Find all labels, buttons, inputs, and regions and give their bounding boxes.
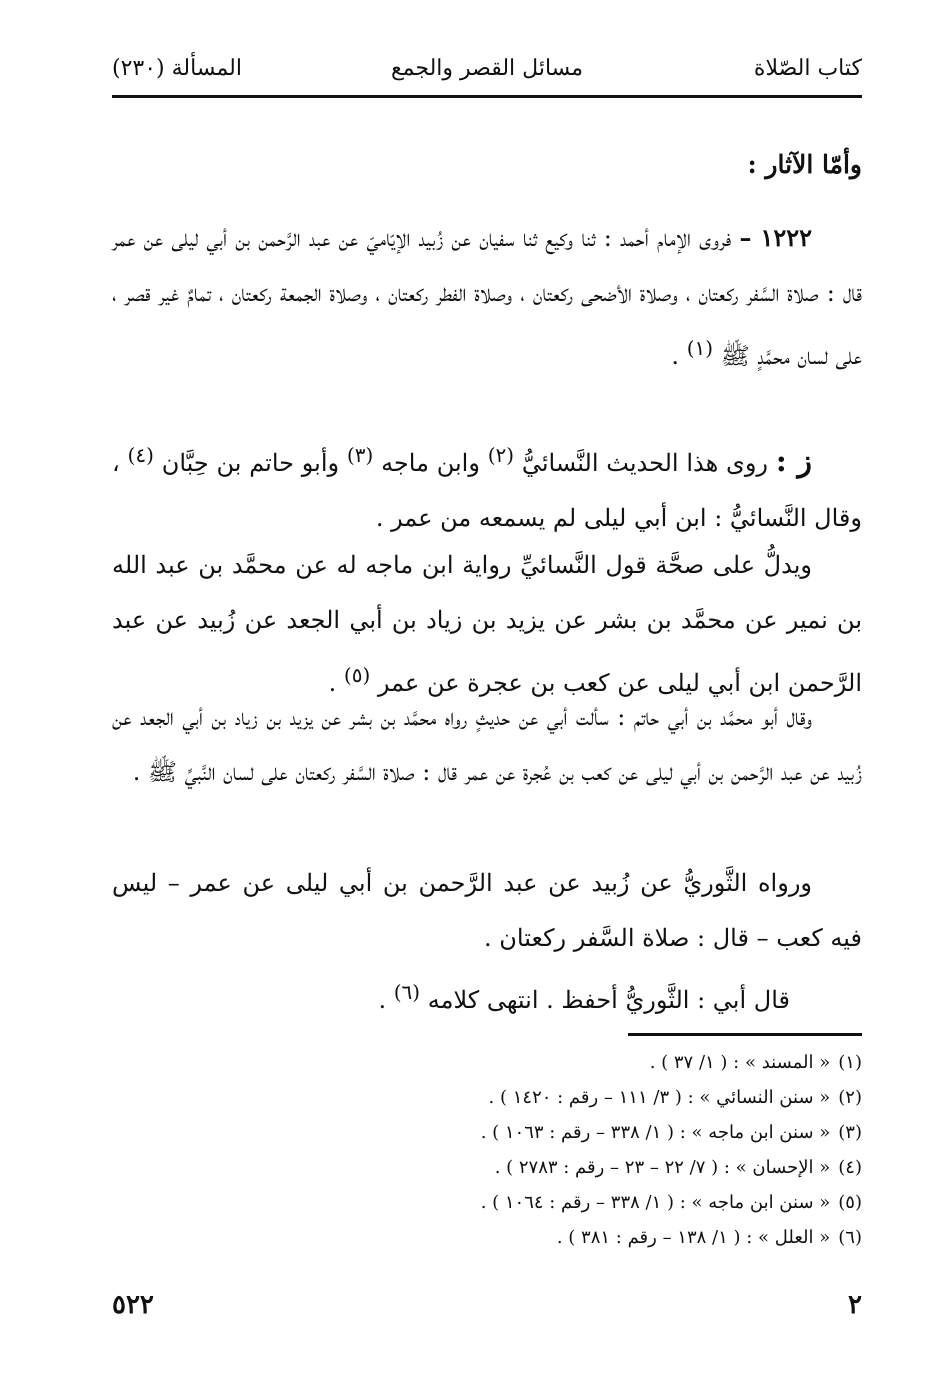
narration-number: ١٢٢٢ –	[739, 223, 812, 252]
paragraph-text: ويدلُّ على صحَّة قول النَّسائيِّ رواية ابن ماجه له عن محمَّد بن عبد الله بن نمير عن محمَّد بن بشر عن يزيد بن زياد بن أبي الجعد عن زُبيد عن عبد الرَّحمن ابن أبي ليلى عن كعب بن عجرة عن عمر	[112, 551, 862, 697]
footnote-number: (١)	[838, 1052, 862, 1073]
footnote-item	[112, 1185, 862, 1220]
issue-label: المسألة (٢٣٠)	[112, 56, 242, 81]
paragraph-narration-1222	[112, 210, 862, 384]
footnote-item	[112, 1150, 862, 1185]
footnote-ref-2[interactable]: (٢)	[487, 443, 515, 467]
footnote-item	[112, 1045, 862, 1080]
footnote-ref-4[interactable]: (٤)	[127, 443, 154, 467]
footnote-text: « سنن النسائي » : ( ٣/ ١١١ – رقم : ١٤٢٠ ) .	[488, 1087, 831, 1108]
footnote-text: « الإحسان » : ( ٧/ ٢٢ – ٢٣ – رقم : ٢٧٨٣ ) .	[494, 1157, 831, 1178]
paragraph-text: قال أبي : الثَّوريُّ أحفظ . انتهى كلامه	[427, 986, 790, 1014]
page-footer	[112, 1290, 862, 1330]
footnote-item	[112, 1115, 862, 1150]
footnote-number: (٥)	[838, 1192, 862, 1213]
paragraph-end: .	[378, 986, 387, 1014]
footnotes-list	[112, 1045, 862, 1255]
running-header	[112, 48, 862, 88]
paragraph-thawri	[112, 856, 862, 966]
paragraph-end: .	[328, 669, 337, 697]
chapter-title: مسائل القصر والجمع	[390, 56, 584, 81]
paragraph-text: روى هذا الحديث النَّسائيُّ	[521, 449, 769, 477]
paragraph-ibn-abi-hatim	[112, 690, 862, 800]
page-number: ٥٢٢	[112, 1290, 154, 1320]
paragraph-text: ، وقال النَّسائيُّ : ابن أبي ليلى لم يسمعه من عمر .	[112, 449, 862, 532]
footnote-text: « المسند » : ( ١/ ٣٧ ) .	[649, 1052, 831, 1073]
footnote-number: (٤)	[838, 1157, 862, 1178]
paragraph-text: فروى الإمام أحمد : ثنا وكيع ثنا سفيان عن زُبيد الإيّاميّ عن عبد الرَّحمن بن أبي ليلى عن عمر قال : صلاة السَّفر ركعتان ، وصلاة الأضحى ركعتان ، وصلاة الفطر ركعتان ، وصلاة الجمعة ركعتان ، تمامٌ غير قصر ، على لسان محمَّدٍ ﷺ	[112, 224, 862, 370]
footnote-text: « سنن ابن ماجه » : ( ١/ ٣٣٨ – رقم : ١٠٦٣ ) .	[480, 1122, 831, 1143]
footnote-text: « سنن ابن ماجه » : ( ١/ ٣٣٨ – رقم : ١٠٦٤ ) .	[480, 1192, 831, 1213]
paragraph-end: .	[671, 342, 680, 370]
footnote-number: (٣)	[838, 1122, 862, 1143]
volume-number: ٢	[848, 1290, 862, 1320]
footnote-ref-6[interactable]: (٦)	[393, 980, 421, 1004]
footnote-item	[112, 1220, 862, 1255]
footnote-item	[112, 1080, 862, 1115]
footnote-text: « العلل » : ( ١/ ١٣٨ – رقم : ٣٨١ ) .	[556, 1227, 831, 1248]
footnote-divider	[628, 1033, 862, 1036]
paragraph-text: وأبو حاتم بن حِبَّان	[161, 449, 340, 477]
footnote-ref-1[interactable]: (١)	[686, 336, 714, 360]
book-title: كتاب الصّلاة	[753, 56, 862, 81]
paragraph-evidence	[112, 538, 862, 711]
paragraph-conclusion	[112, 965, 862, 1028]
header-divider	[112, 95, 862, 98]
paragraph-text: ورواه الثَّوريُّ عن زُبيد عن عبد الرَّحمن بن أبي ليلى عن عمر – ليس فيه كعب – قال : صلاة السَّفر ركعتان .	[112, 869, 862, 952]
footnote-number: (٢)	[838, 1087, 862, 1108]
footnote-ref-3[interactable]: (٣)	[346, 443, 374, 467]
footnote-number: (٦)	[838, 1227, 862, 1248]
paragraph-text: وابن ماجه	[381, 449, 480, 477]
section-heading: وأمّا الآثار :	[747, 150, 862, 179]
paragraph-text: وقال أبو محمَّد بن أبي حاتم : سألت أبي عن حديثٍ رواه محمَّد بن بشر عن يزيد بن زياد بن أبي الجعد عن زُبيد عن عبد الرَّحمن بن أبي ليلى عن كعب بن عُجرة عن عمر قال : صلاة السَّفر ركعتان على لسان النَّبيِّ ﷺ .	[112, 703, 862, 786]
paragraph-takhrij	[112, 428, 862, 546]
zawaid-marker: ز :	[775, 444, 812, 479]
footnote-ref-5[interactable]: (٥)	[343, 663, 371, 687]
